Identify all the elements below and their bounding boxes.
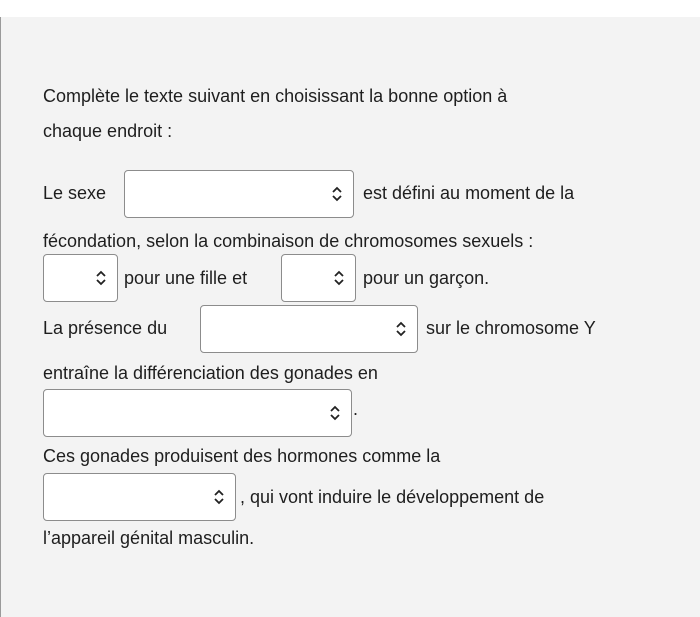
text-pour-une-fille: pour une fille et <box>124 268 248 288</box>
text-ces-gonades: Ces gonades produisent des hormones comme la <box>43 446 441 466</box>
text-est-defini: est défini au moment de la <box>363 183 575 203</box>
text-pour-un-garcon: pour un garçon. <box>363 268 490 288</box>
chevron-up-down-icon <box>395 319 407 339</box>
text-period: . <box>353 399 359 419</box>
text-appareil-genital: l’appareil génital masculin. <box>43 528 255 548</box>
text-la-presence: La présence du <box>43 318 168 338</box>
instruction-line-1: Complète le texte suivant en choisissant la bonne option à <box>43 86 508 106</box>
instruction-line-2: chaque endroit : <box>43 121 173 141</box>
select-female-chromosomes[interactable] <box>43 254 118 302</box>
select-hormone[interactable] <box>43 473 236 521</box>
select-sex-type[interactable] <box>124 170 354 218</box>
text-entraine: entraîne la différenciation des gonades en <box>43 363 378 383</box>
chevron-up-down-icon <box>213 487 225 507</box>
text-chromosome-y: sur le chromosome Y <box>426 318 596 338</box>
text-fecondation: fécondation, selon la combinaison de chromosomes sexuels : <box>43 231 534 251</box>
text-le-sexe: Le sexe <box>43 183 107 203</box>
chevron-up-down-icon <box>333 268 345 288</box>
chevron-up-down-icon <box>331 184 343 204</box>
chevron-up-down-icon <box>329 403 341 423</box>
chevron-up-down-icon <box>95 268 107 288</box>
select-gonads[interactable] <box>43 389 352 437</box>
select-male-chromosomes[interactable] <box>281 254 356 302</box>
select-gene[interactable] <box>200 305 418 353</box>
text-qui-vont: , qui vont induire le développement de <box>240 487 545 507</box>
